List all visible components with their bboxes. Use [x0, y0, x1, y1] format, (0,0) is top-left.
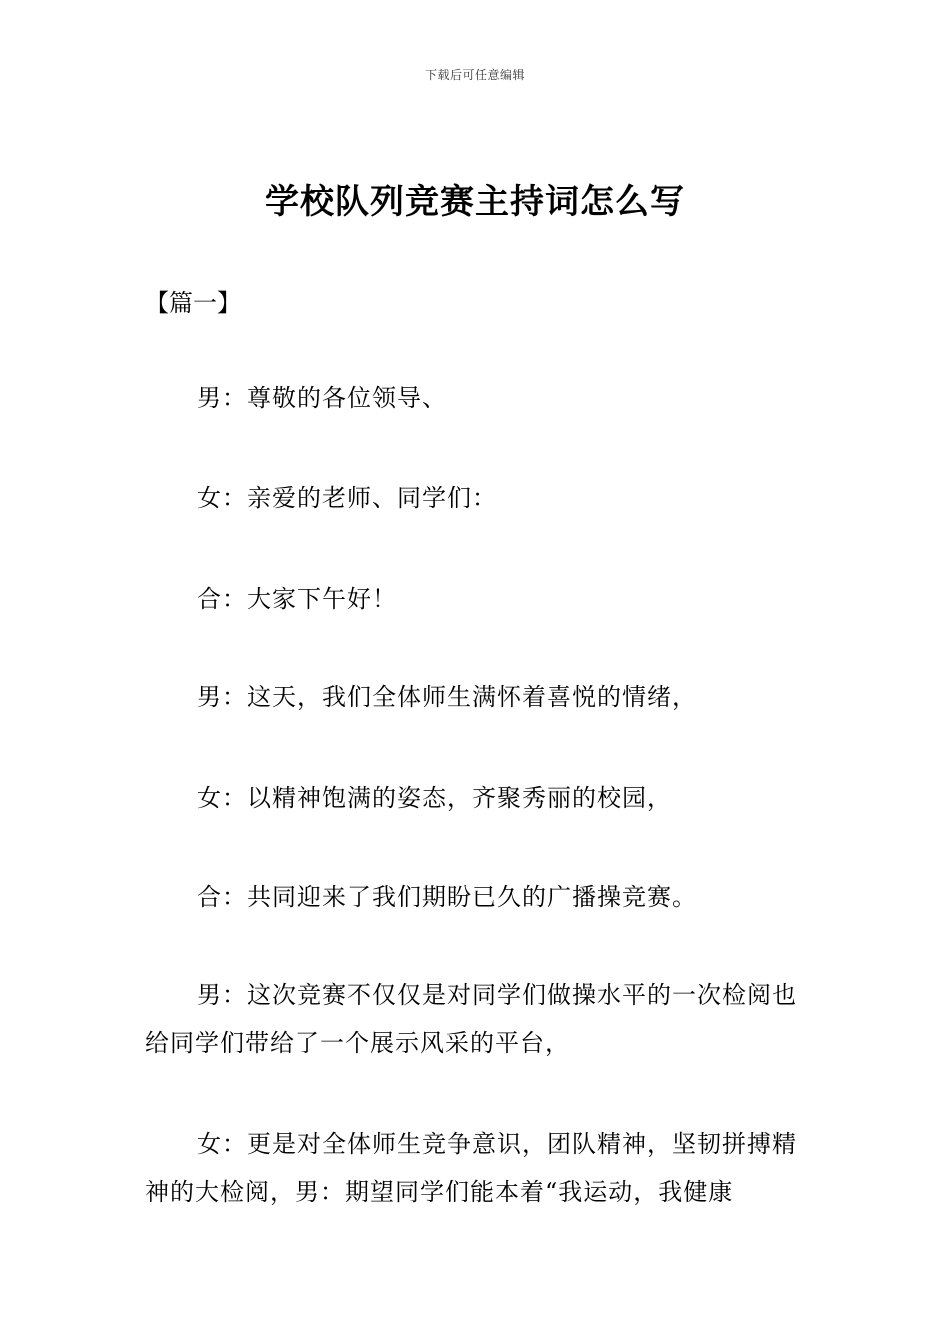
paragraph: 男：尊敬的各位领导、: [197, 384, 447, 412]
paragraph: 女：更是对全体师生竞争意识，团队精神，坚韧拼搏精神的大检阅，男：期望同学们能本着“我运动，我健康: [145, 1130, 797, 1206]
paragraph: 女：亲爱的老师、同学们：: [197, 484, 497, 512]
paragraph: 男：这天，我们全体师生满怀着喜悦的情绪，: [197, 683, 697, 711]
document-title: 学校队列竞赛主持词怎么写: [265, 182, 685, 222]
paragraph: 女：以精神饱满的姿态，齐聚秀丽的校园，: [197, 784, 672, 812]
paragraph: 合：大家下午好！: [197, 585, 397, 613]
header-note: 下载后可任意编辑: [424, 68, 525, 82]
paragraph: 男：这次竞赛不仅仅是对同学们做操水平的一次检阅也给同学们带给了一个展示风采的平台，: [145, 981, 797, 1057]
paragraph: 合：共同迎来了我们期盼已久的广播操竞赛。: [197, 883, 697, 911]
section-label: 【篇一】: [145, 289, 241, 317]
